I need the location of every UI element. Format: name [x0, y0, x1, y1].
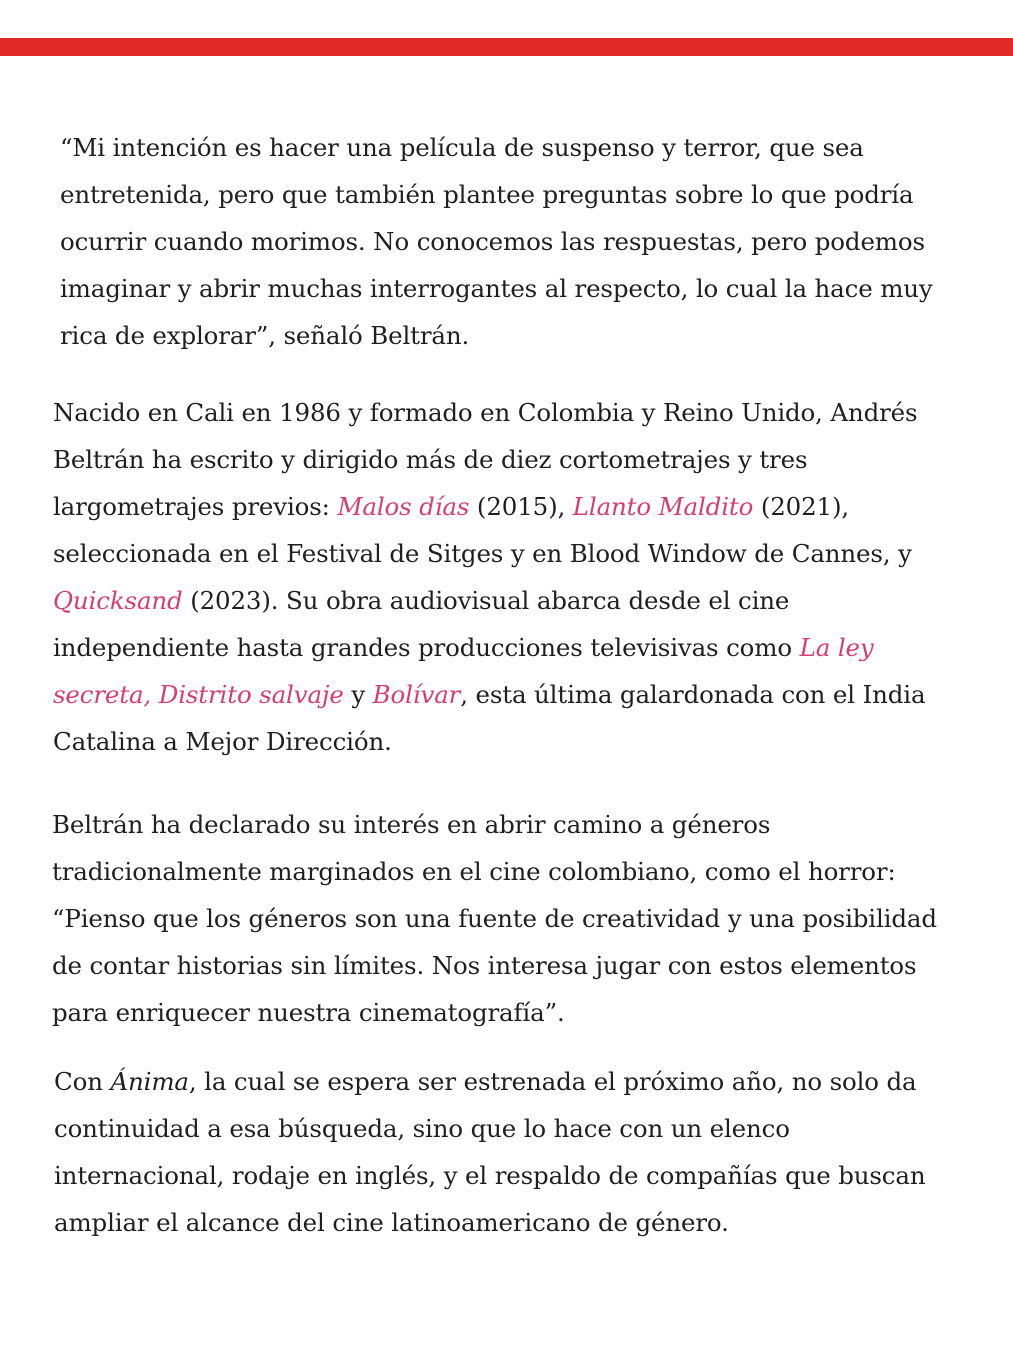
biography-paragraph [53, 389, 925, 765]
text-line: de contar historias sin límites. Nos interesa jugar con estos elementos [52, 951, 917, 980]
text-segment: independiente hasta grandes producciones televisivas como [53, 633, 800, 662]
text-line: ocurrir cuando morimos. No conocemos las respuestas, pero podemos [60, 227, 925, 256]
text-segment: largometrajes previos: [53, 492, 338, 521]
anima-paragraph [54, 1058, 925, 1246]
text-line: seleccionada en el Festival de Sitges y en Blood Window de Cannes, y [53, 539, 912, 568]
text-segment: (2015), [469, 492, 573, 521]
text-line: Beltrán ha declarado su interés en abrir camino a géneros [52, 810, 771, 839]
text-line: entretenida, pero que también plantee preguntas sobre lo que podría [60, 180, 914, 209]
text-segment: , la cual se espera ser estrenada el próximo año, no solo da [188, 1067, 917, 1096]
genre-paragraph [52, 801, 937, 1036]
film-link-malos-dias[interactable]: Malos días [337, 492, 470, 521]
text-line: “Pienso que los géneros son una fuente de creatividad y una posibilidad [52, 904, 937, 933]
comma-separator: , [143, 680, 152, 709]
text-line: continuidad a esa búsqueda, sino que lo hace con un elenco [54, 1114, 790, 1143]
text-line: Catalina a Mejor Dirección. [53, 727, 392, 756]
text-segment: y [343, 680, 373, 709]
quote-paragraph [60, 124, 933, 359]
text-line [53, 483, 925, 530]
film-title-anima: Ánima [110, 1067, 189, 1096]
text-line: “Mi intención es hacer una película de suspenso y terror, que sea [60, 133, 864, 162]
series-link-la-ley-secreta-part1[interactable]: La ley [799, 633, 874, 662]
text-line [53, 671, 925, 718]
top-accent-bar [0, 38, 1013, 56]
text-line: internacional, rodaje en inglés, y el respaldo de compañías que buscan [54, 1161, 926, 1190]
series-link-la-ley-secreta-part2[interactable]: secreta [53, 680, 144, 709]
text-line [54, 1058, 925, 1105]
text-segment: (2023). Su obra audiovisual abarca desde el cine [182, 586, 790, 615]
text-segment: , esta última galardonada con el India [460, 680, 926, 709]
text-line: rica de explorar”, señaló Beltrán. [60, 321, 470, 350]
text-line: Beltrán ha escrito y dirigido más de diez cortometrajes y tres [53, 445, 808, 474]
text-line: tradicionalmente marginados en el cine colombiano, como el horror: [52, 857, 896, 886]
text-segment: Con [54, 1067, 111, 1096]
text-line: ampliar el alcance del cine latinoamericano de género. [54, 1208, 729, 1237]
film-link-quicksand[interactable]: Quicksand [53, 586, 183, 615]
text-line [53, 577, 925, 624]
film-link-llanto-maldito[interactable]: Llanto Maldito [572, 492, 754, 521]
text-line: imaginar y abrir muchas interrogantes al respecto, lo cual la hace muy [60, 274, 933, 303]
series-link-distrito-salvaje[interactable]: Distrito salvaje [158, 680, 344, 709]
text-segment: (2021), [753, 492, 850, 521]
text-line: Nacido en Cali en 1986 y formado en Colombia y Reino Unido, Andrés [53, 398, 918, 427]
text-line: para enriquecer nuestra cinematografía”. [52, 998, 565, 1027]
text-line [53, 624, 925, 671]
series-link-bolivar[interactable]: Bolívar [372, 680, 461, 709]
